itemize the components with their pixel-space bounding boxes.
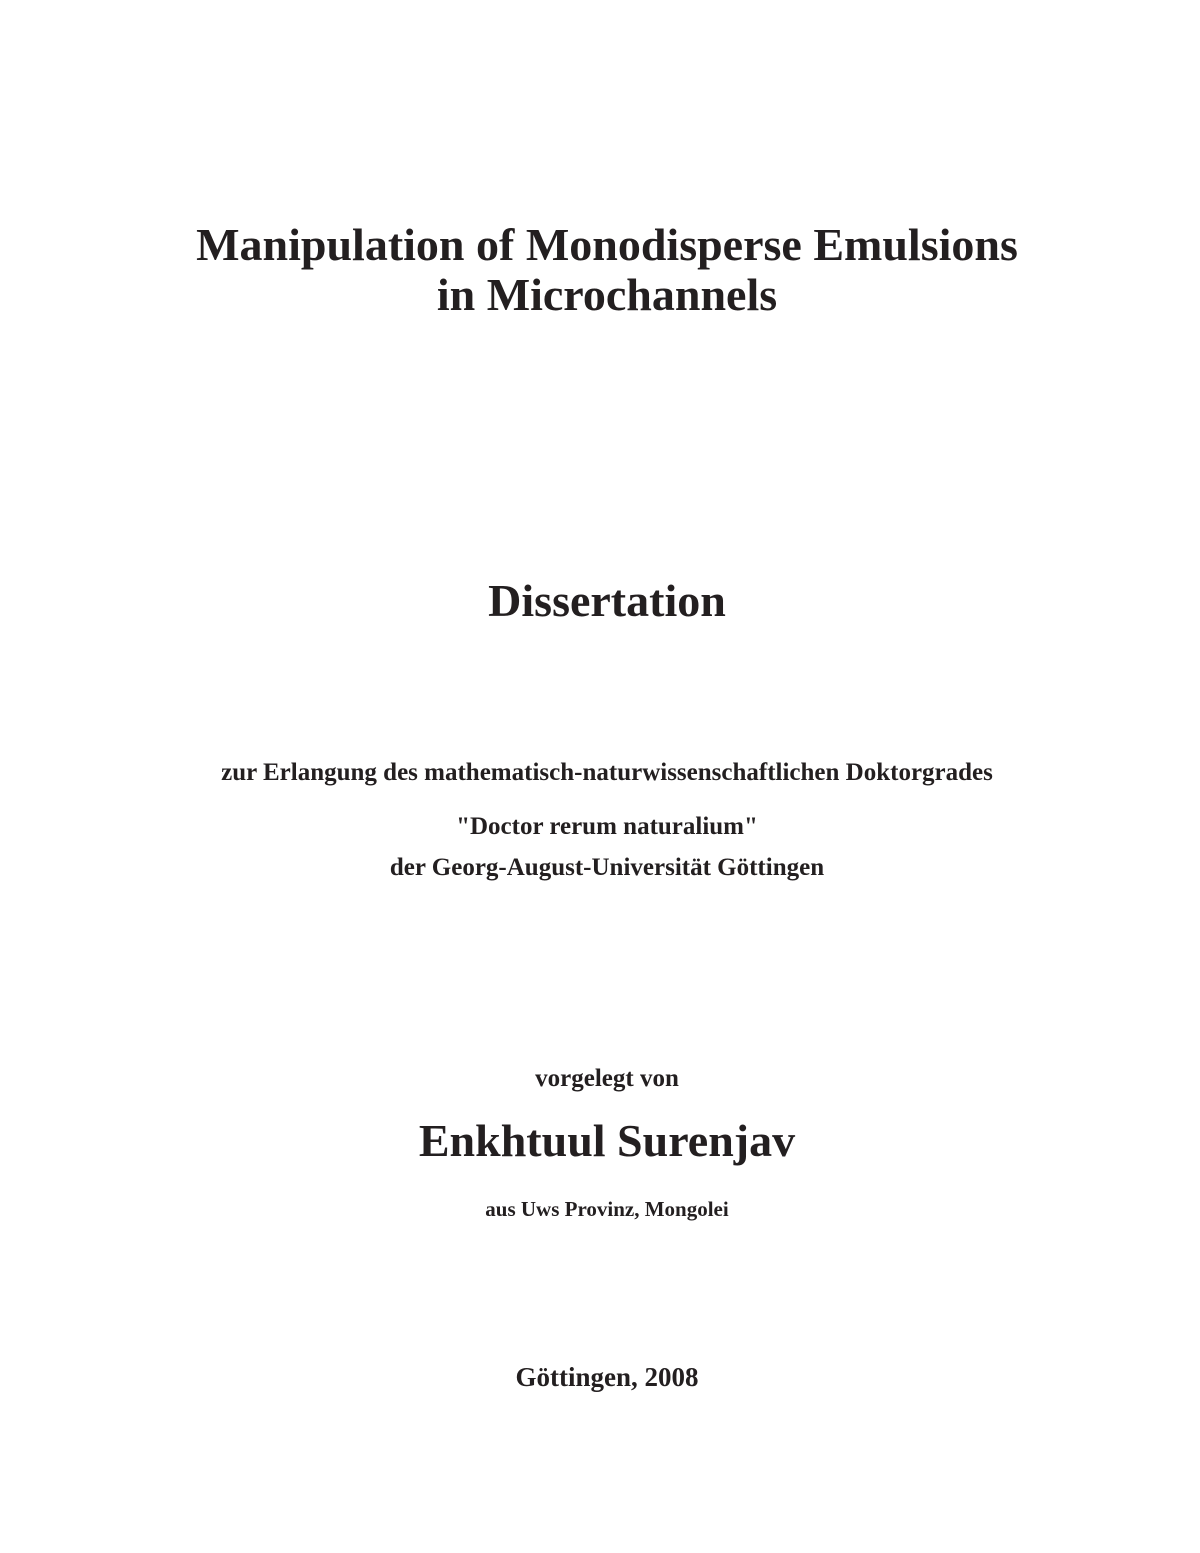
place-and-year: Göttingen, 2008 (515, 1362, 699, 1392)
university: der Georg-August-Universität Göttingen (389, 854, 825, 881)
document-type: Dissertation (488, 575, 726, 626)
degree-statement: zur Erlangung des mathematisch-naturwissenschaftlichen Doktorgrades (221, 759, 993, 786)
author-origin: aus Uws Provinz, Mongolei (485, 1197, 729, 1221)
thesis-title-line-1: Manipulation of Monodisperse Emulsions (196, 219, 1018, 270)
author-name: Enkhtuul Surenjav (418, 1115, 796, 1166)
thesis-title-line-2: in Microchannels (436, 269, 778, 320)
degree-name: "Doctor rerum naturalium" (456, 813, 758, 840)
submitted-by-label: vorgelegt von (535, 1065, 679, 1092)
